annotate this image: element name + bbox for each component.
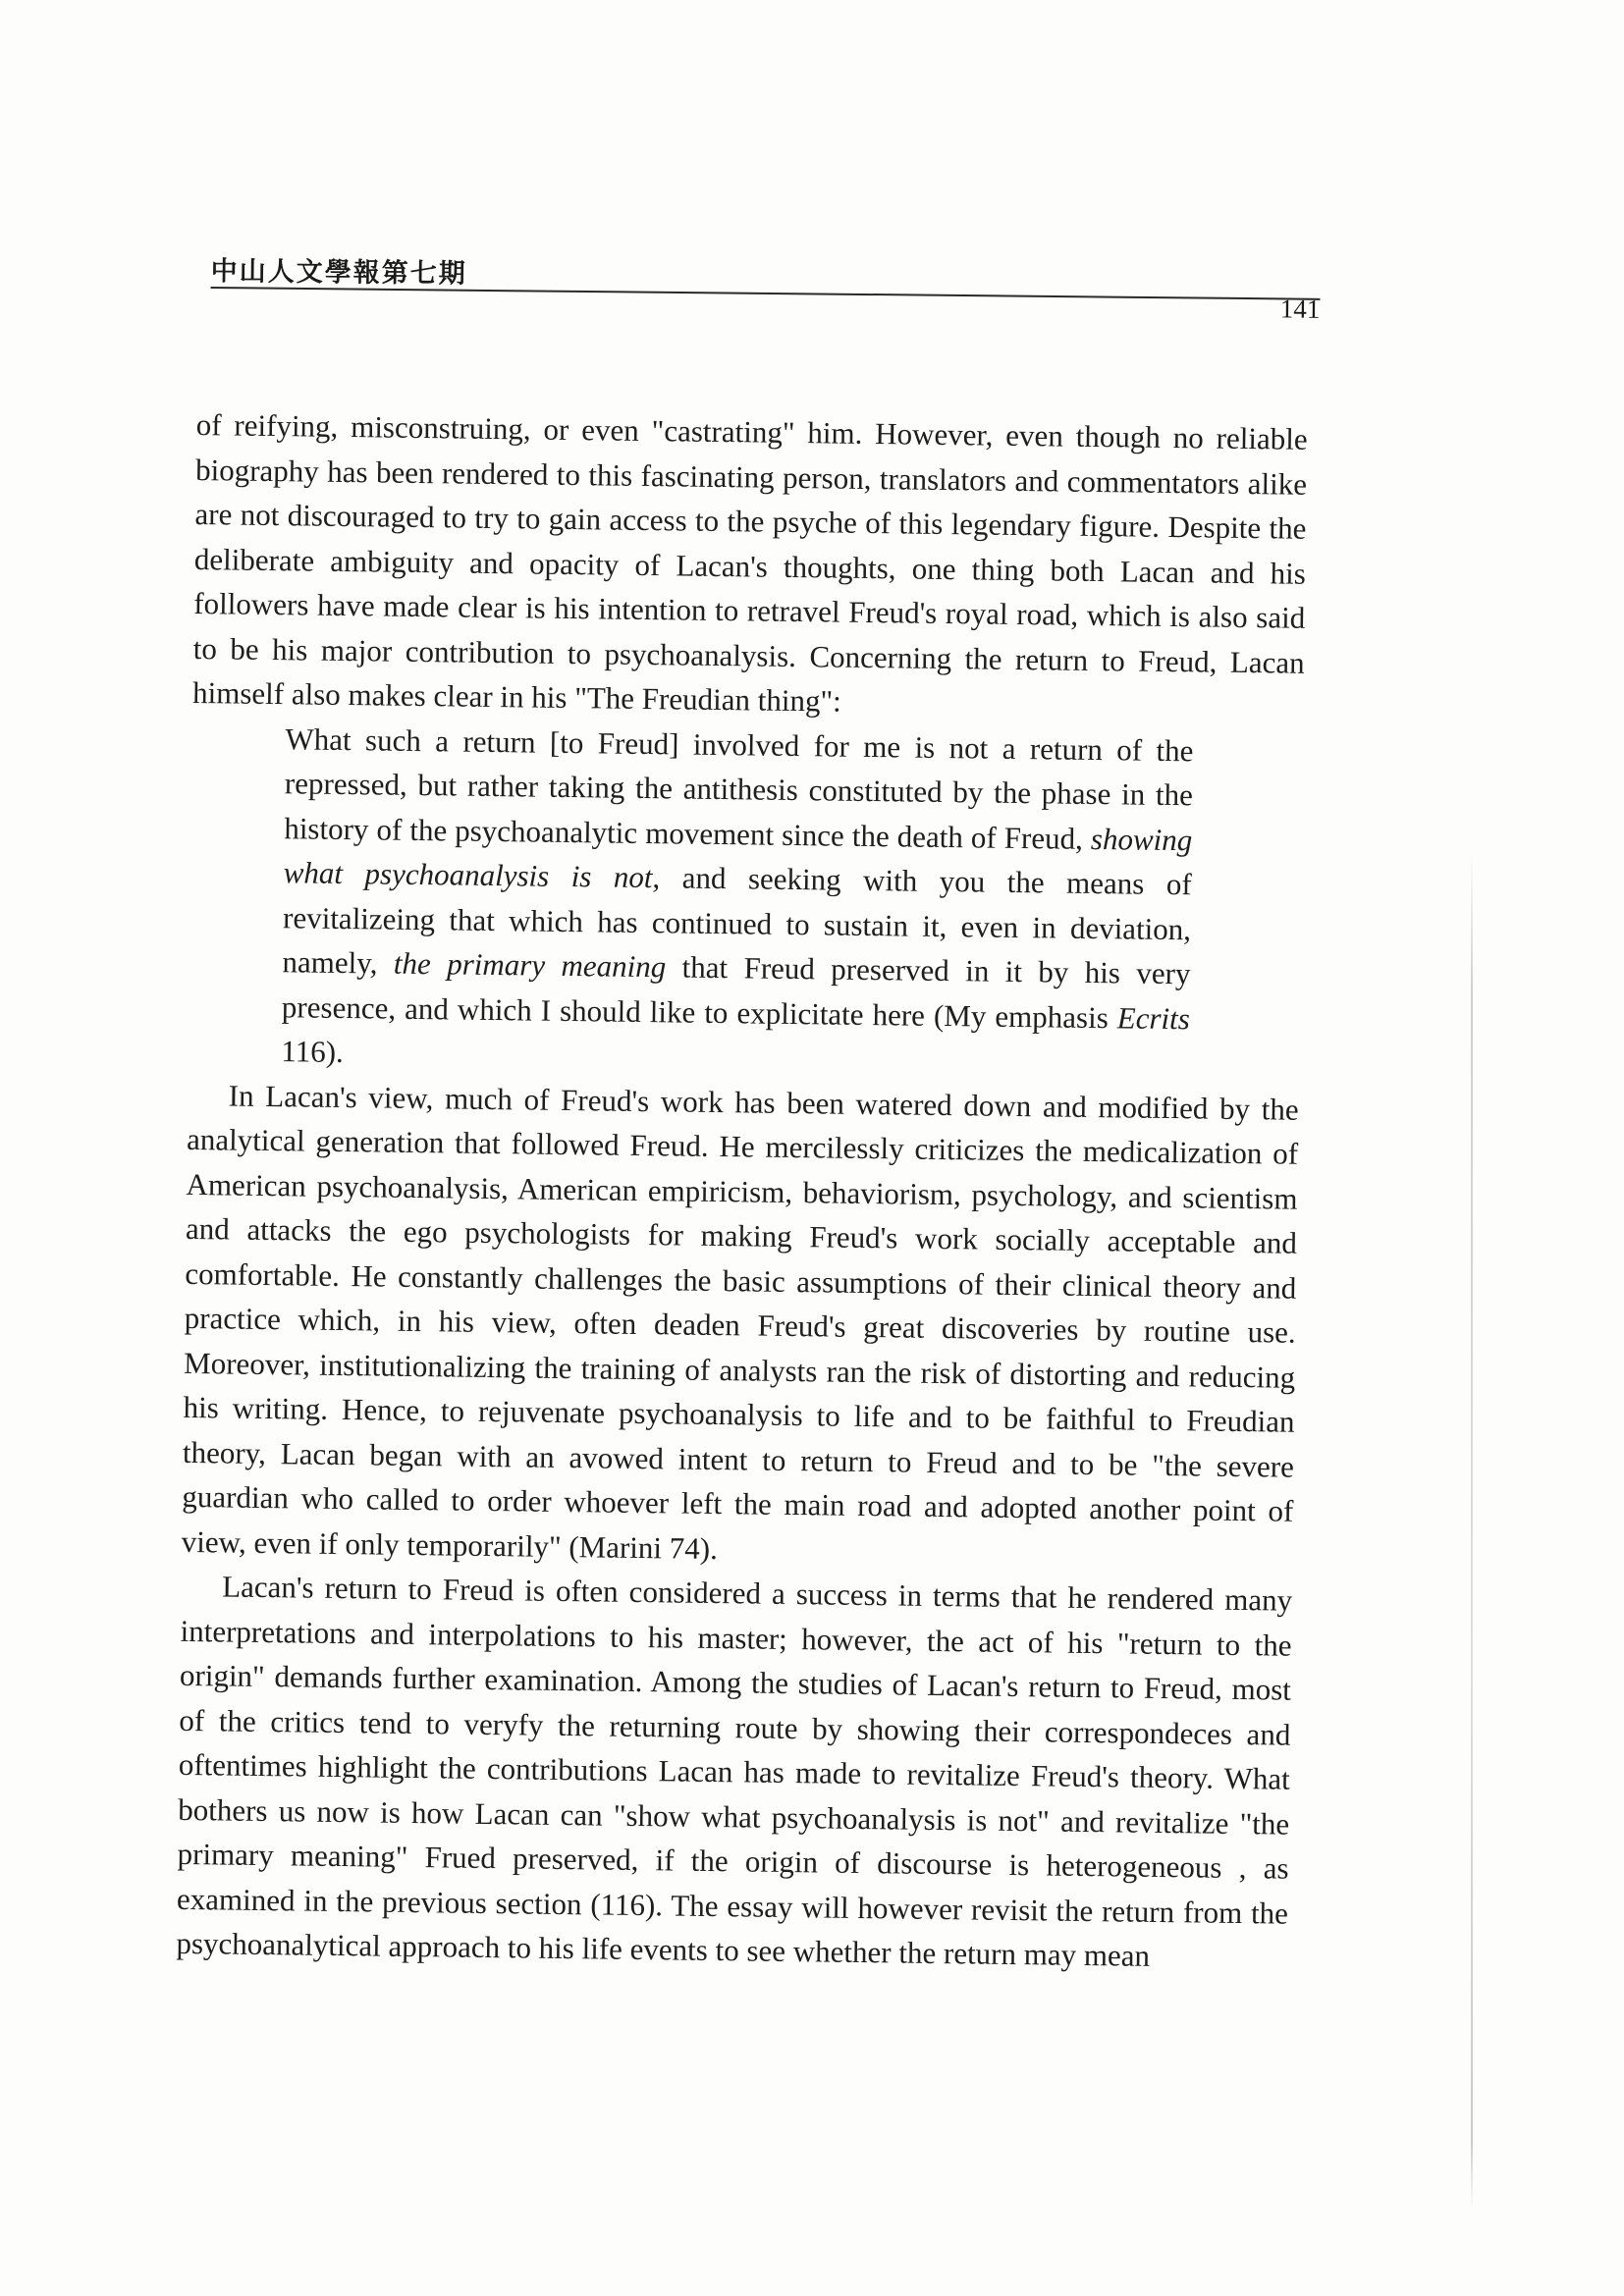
quote-text: , and seeking with you the means of revitalizeing that which has continued to sustain it, even in deviation, namely,	[282, 860, 1192, 981]
quote-text: 116).	[281, 1034, 345, 1070]
header-rule	[211, 287, 1321, 300]
quote-emphasis: the primary meaning	[393, 945, 667, 985]
running-header	[210, 243, 1321, 334]
journal-title: 中山人文學報第七期	[210, 255, 467, 290]
paragraph: In Lacan's view, much of Freud's work has been watered down and modified by the analytical generation that followed Freud. He mercilessly criticizes the medicalization of American psychoanalysis, American empiricism, behaviorism, psychology, and scientism and attacks the ego psychologists for making Freud's work socially acceptable and comfortable. He constantly challenges the basic assumptions of their clinical theory and practice which, in his view, often deaden Freud's great discoveries by routine use. Moreover, institutionalizing the training of analysts ran the risk of distorting and reducing his writing. Hence, to rejuvenate psychoanalysis to life and to be faithful to Freudian theory, Lacan began with an avowed intent to return to Freud and to be "the severe guardian who called to order whoever left the main road and adopted another point of view, even if only temporarily" (Marini 74).	[181, 1077, 1299, 1566]
paragraph: Lacan's return to Freud is often considered a success in terms that he rendered many interpretations and interpolations to his master; however, the act of his "return to the origin" demands further examination. Among the studies of Lacan's return to Freud, most of the critics tend to veryfy the returning route by showing their correspondeces and oftentimes highlight the contributions Lacan has made to revitalize Freud's theory. What bothers us now is how Lacan can "show what psychoanalysis is not" and revitalize "the primary meaning" Frued preserved, if the origin of discourse is heterogeneous , as examined in the previous section (116). The essay will however revisit the return from the psychoanalytical approach to his life events to see whether the return may mean	[176, 1569, 1293, 1973]
article-body	[176, 402, 1308, 1980]
quote-citation-title: Ecrits	[1116, 999, 1191, 1036]
scan-edge-artifact	[1471, 854, 1473, 2209]
page-number: 141	[1279, 294, 1321, 324]
quote-text: What such a return [to Freud] involved for me is not a return of the repressed, but rather taking the antithesis constituted by the phase in the history of the psychoanalytic movement since the death of Freud,	[284, 721, 1194, 856]
quote-emphasis: showing what psychoanalysis is not	[283, 821, 1193, 895]
quote-text: that Freud preserved in it by his very presence, and which I should like to explicitate here (My emphasis	[281, 949, 1191, 1035]
block-quote	[281, 717, 1194, 1086]
paragraph-continuation: of reifying, misconstruing, or even "castrating" him. However, even though no reliable biography has been rendered to this fascinating person, translators and commentators alike are not discouraged to try to gain access to the psyche of this legendary figure. Despite the deliberate ambiguity and opacity of Lacan's thoughts, one thing both Lacan and his followers have made clear is his intention to retravel Freud's royal road, which is also said to be his major contribution to psychoanalysis. Concerning the return to Freud, Lacan himself also makes clear in his "The Freudian thing":	[191, 406, 1308, 719]
